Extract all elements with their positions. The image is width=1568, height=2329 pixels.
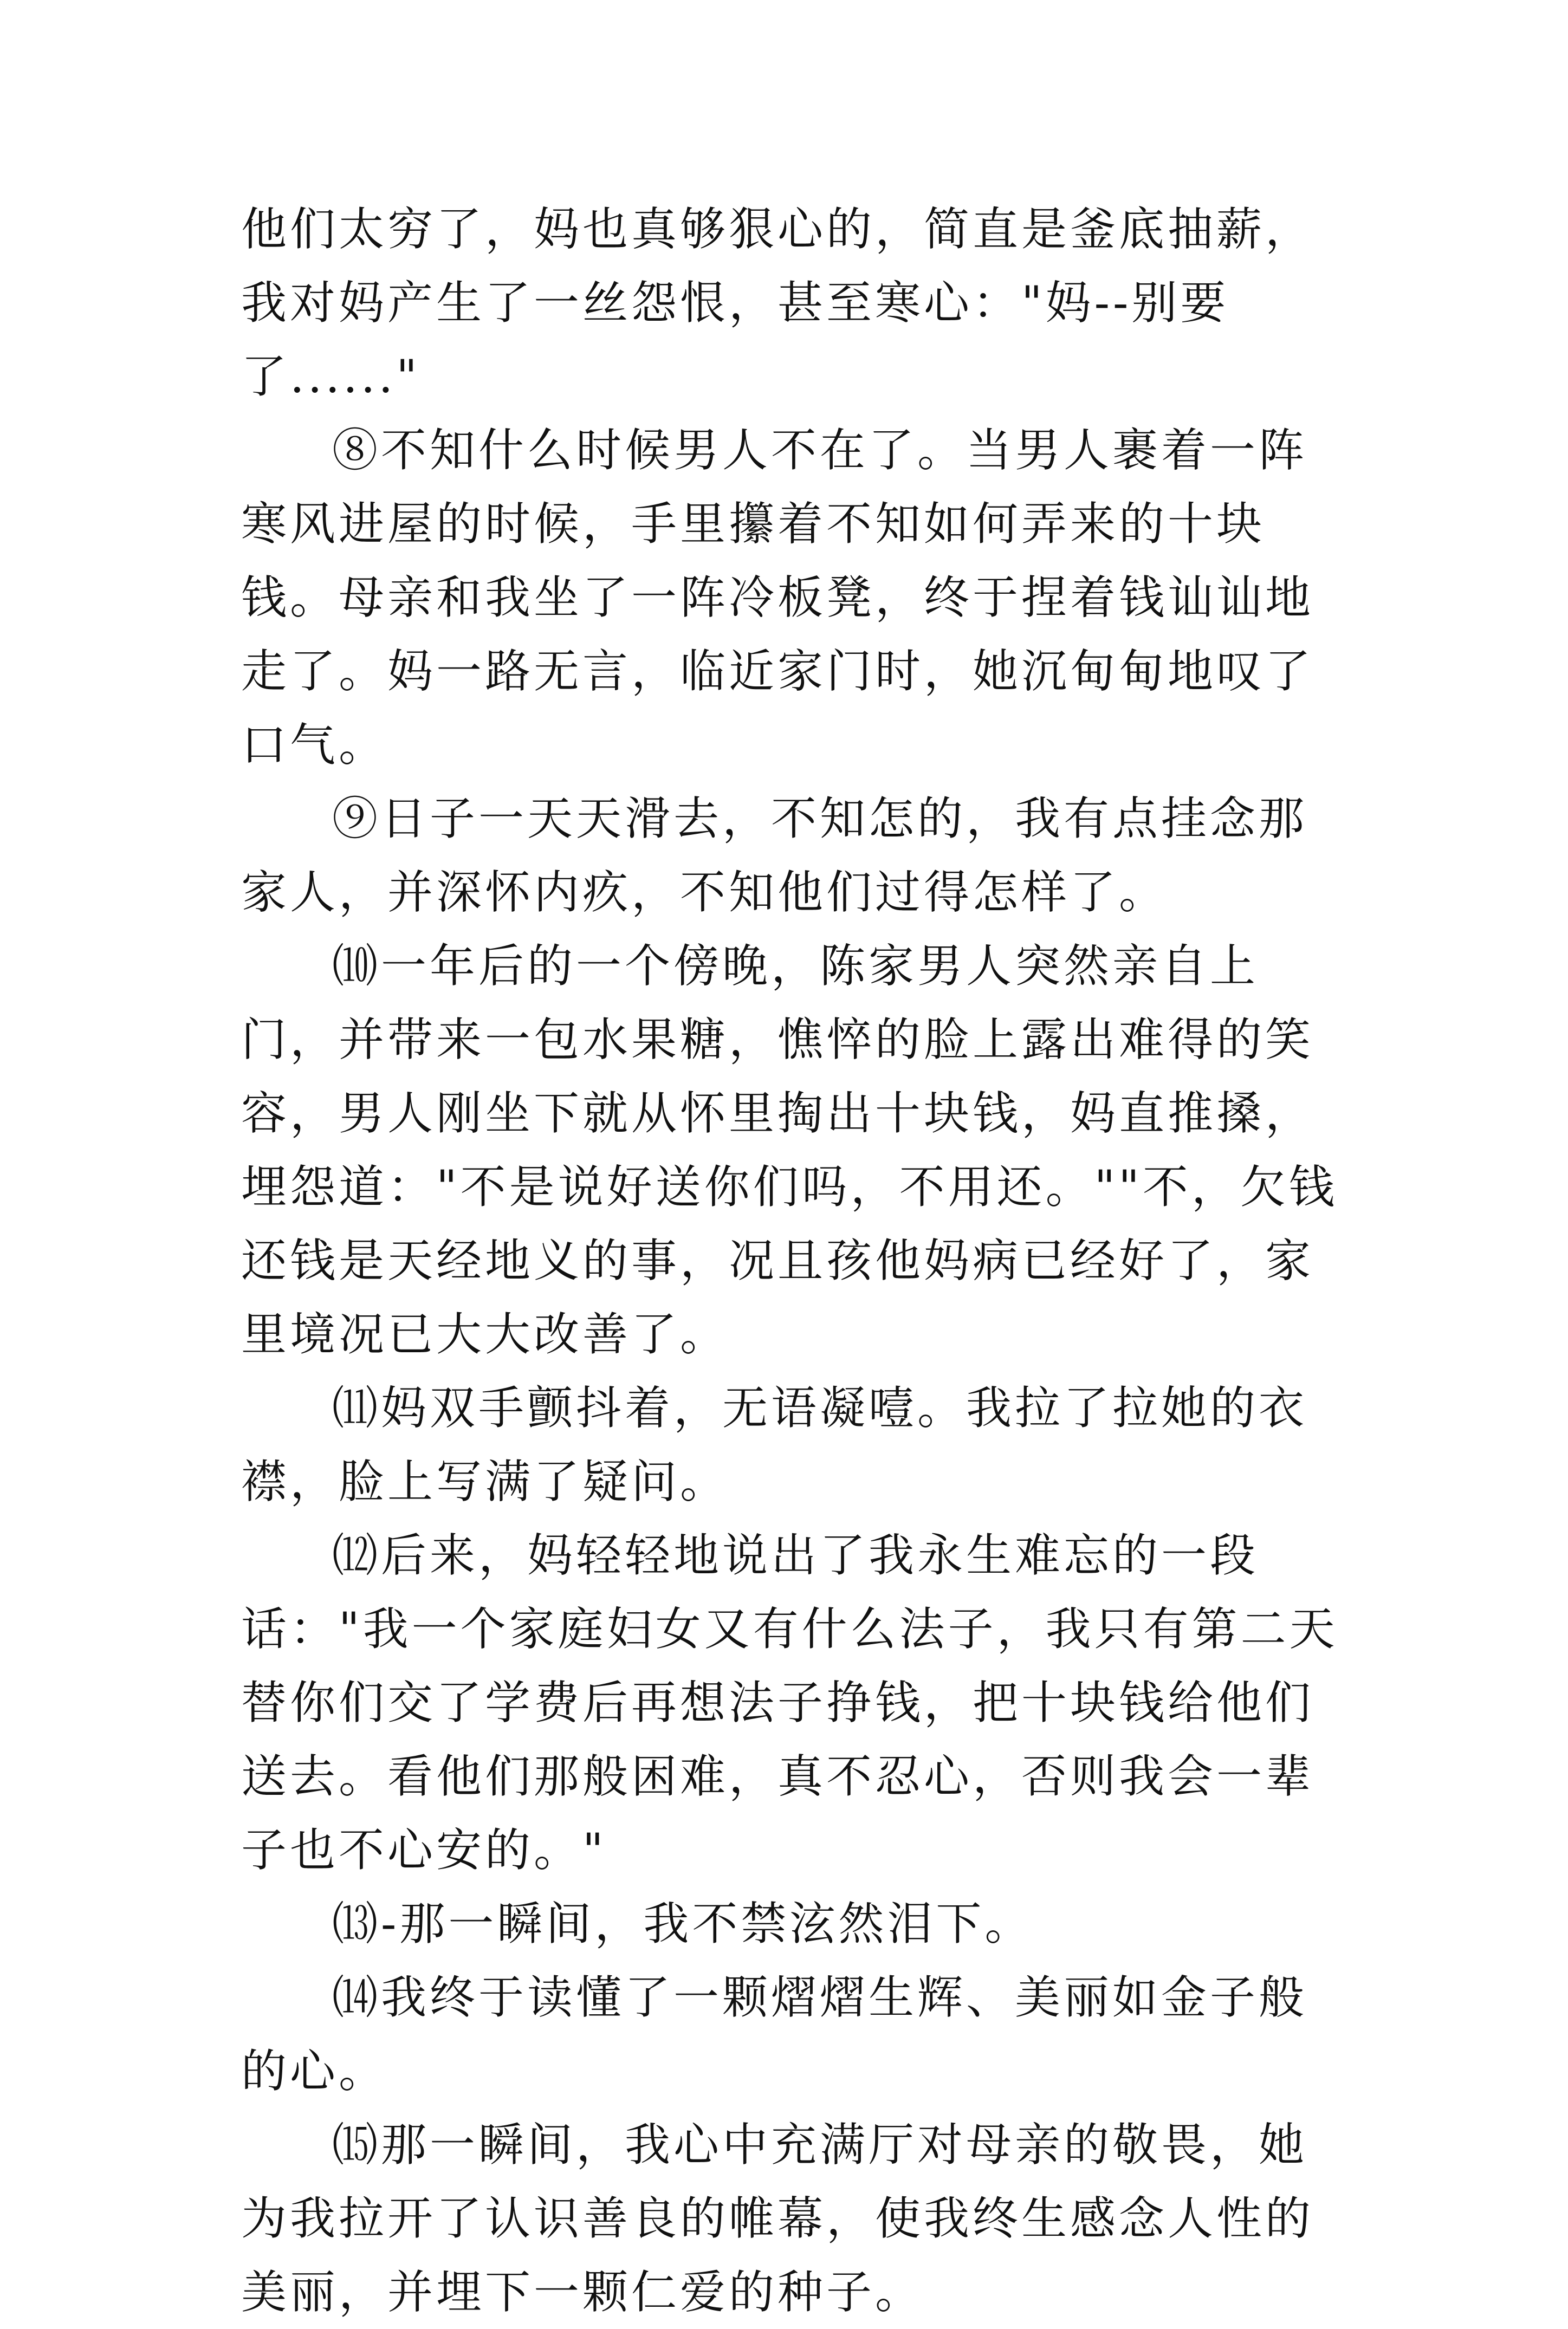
paragraph: ⒂那一瞬间，我心中充满厅对母亲的敬畏，她为我拉开了认识善良的帷幕，使我终生感念人性的美丽，并埋下一颗仁爱的种子。 bbox=[241, 2118, 1314, 2319]
paragraph: ⑿后来，妈轻轻地说出了我永生难忘的一段话："我一个家庭妇女又有什么法子，我只有第二天替你们交了学费后再想法子挣钱，把十块钱给他们送去。看他们那般困难，真不忍心，否则我会一辈子也不心安的。" bbox=[241, 1529, 1338, 1877]
document-body bbox=[241, 192, 1341, 2329]
paragraph: ⑧不知什么时候男人不在了。当男人裹着一阵寒风进屋的时候，手里攥着不知如何弄来的十块钱。母亲和我坐了一阵冷板凳，终于捏着钱讪讪地走了。妈一路无言，临近家门时，她沉甸甸地叹了口气。 bbox=[241, 424, 1314, 771]
paragraph: ⑾妈双手颤抖着，无语凝噎。我拉了拉她的衣襟，脸上写满了疑问。 bbox=[241, 1381, 1308, 1508]
paragraph: ⑽一年后的一个傍晚，陈家男人突然亲自上门，并带来一包水果糖，憔悴的脸上露出难得的笑容，男人刚坐下就从怀里掏出十块钱，妈直推搡，埋怨道："不是说好送你们吗，不用还。""不，欠钱还钱是天经地义的事，况且孩他妈病已经好了，家里境况已大大改善了。 bbox=[241, 939, 1338, 1361]
paragraph: ⑨日子一天天滑去，不知怎的，我有点挂念那家人，并深怀内疚，不知他们过得怎样了。 bbox=[241, 792, 1308, 919]
paragraph: 他们太穷了，妈也真够狠心的，简直是釜底抽薪，我对妈产生了一丝怨恨，甚至寒心："妈--别要了......" bbox=[241, 203, 1314, 403]
paragraph: ⒀-那一瞬间，我不禁泫然泪下。 bbox=[332, 1897, 1034, 1950]
paragraph: ⒁我终于读懂了一颗熠熠生辉、美丽如金子般的心。 bbox=[241, 1971, 1308, 2098]
